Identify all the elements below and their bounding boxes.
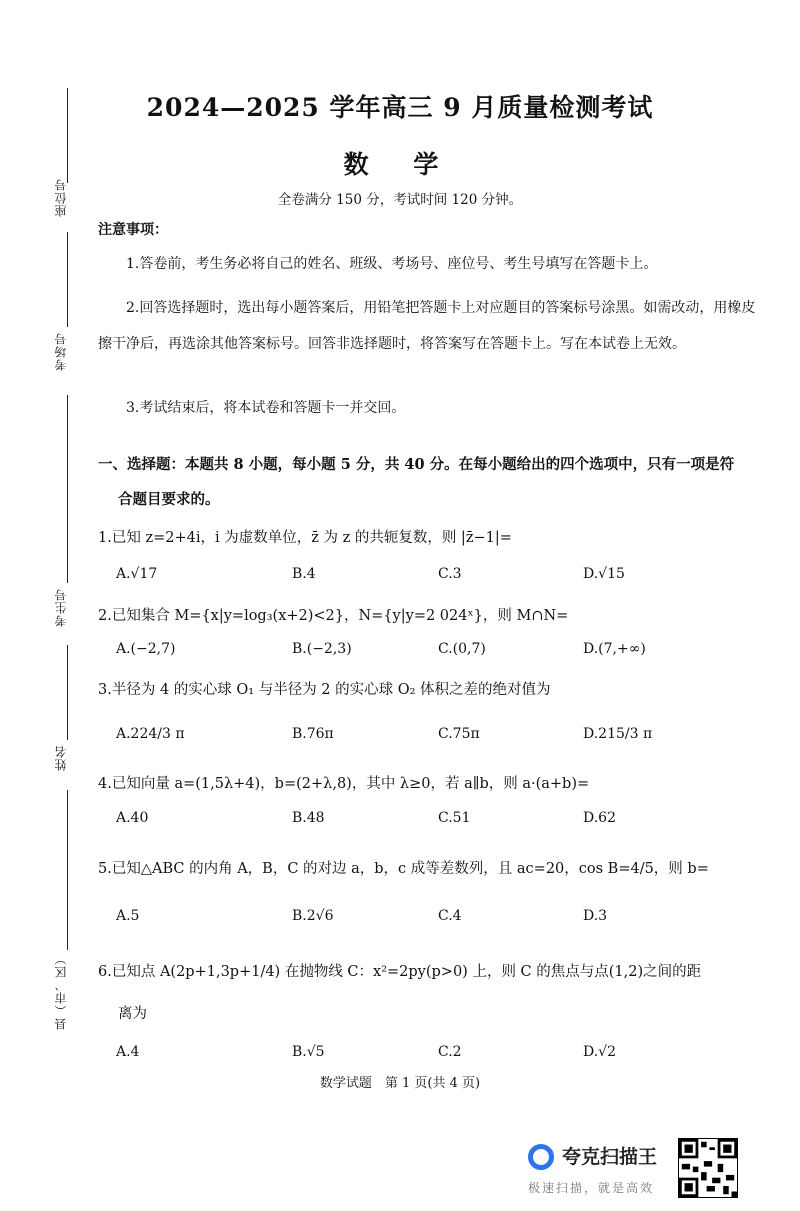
question-4-stem: 4.已知向量 a=(1,5λ+4)，b=(2+λ,8)，其中 λ≥0，若 a∥b，则 a·(a+b)= — [98, 776, 590, 792]
q1-option-d: D.√15 — [583, 566, 625, 582]
q4-option-c: C.51 — [438, 810, 471, 826]
question-6-stem: 6.已知点 A(2p+1,3p+1/4) 在抛物线 C：x²=2py(p>0) 上，则 C 的焦点与点(1,2)之间的距 — [98, 964, 702, 980]
subject-title: 数 学 — [343, 150, 457, 179]
question-1-stem: 1.已知 z=2+4i，i 为虚数单位，z̄ 为 z 的共轭复数，则 |z̄−1|= — [98, 530, 512, 546]
margin-label-seat: 座位号 — [54, 178, 68, 217]
q2-option-d: D.(7,+∞) — [583, 641, 646, 657]
section-heading-cont: 合题目要求的。 — [118, 491, 220, 508]
q6-option-b: B.√5 — [292, 1044, 325, 1060]
q6-option-a: A.4 — [116, 1044, 140, 1060]
binding-line — [67, 790, 68, 950]
q5-option-c: C.4 — [438, 908, 462, 924]
q6-option-d: D.√2 — [583, 1044, 617, 1060]
q6-option-c: C.2 — [438, 1044, 462, 1060]
q3-option-b: B.76π — [292, 726, 334, 742]
binding-line — [67, 645, 68, 740]
q3-option-a: A.224/3 π — [116, 726, 185, 742]
q1-option-c: C.3 — [438, 566, 462, 582]
q2-option-c: C.(0,7) — [438, 641, 486, 657]
margin-label-county: 县（市、区） — [54, 952, 68, 1030]
q4-option-a: A.40 — [116, 810, 149, 826]
scanner-watermark — [528, 1138, 798, 1208]
scanner-logo-icon — [528, 1144, 554, 1170]
qr-code-icon — [678, 1138, 738, 1198]
question-2-stem: 2.已知集合 M={x|y=log₃(x+2)<2}，N={y|y=2 024ˣ}，则 M∩N= — [98, 608, 569, 624]
q5-option-a: A.5 — [116, 908, 140, 924]
q2-option-b: B.(−2,3) — [292, 641, 352, 657]
scanner-slogan: 极速扫描，就是高效 — [528, 1181, 655, 1195]
q1-option-b: B.4 — [292, 566, 316, 582]
notice-item-1: 1.答卷前，考生务必将自己的姓名、班级、考场号、座位号、考生号填写在答题卡上。 — [126, 256, 658, 272]
notice-title: 注意事项： — [98, 222, 168, 238]
margin-label-examinee: 考生号 — [54, 588, 68, 627]
q3-option-c: C.75π — [438, 726, 480, 742]
q4-option-b: B.48 — [292, 810, 325, 826]
q1-option-a: A.√17 — [116, 566, 158, 582]
question-5-stem: 5.已知△ABC 的内角 A，B，C 的对边 a，b，c 成等差数列，且 ac=20，cos B=4/5，则 b= — [98, 861, 709, 877]
q4-option-d: D.62 — [583, 810, 616, 826]
binding-line — [67, 232, 68, 327]
margin-label-room: 考场号 — [54, 332, 68, 371]
question-6-stem-cont: 离为 — [118, 1006, 147, 1022]
q5-option-b: B.2√6 — [292, 908, 334, 924]
section-heading: 一、选择题：本题共 8 小题，每小题 5 分，共 40 分。在每小题给出的四个选项中，只有一项是符 — [98, 456, 735, 473]
scanner-app-name: 夸克扫描王 — [562, 1146, 658, 1168]
exam-title: 2024—2025 学年高三 9 月质量检测考试 — [146, 93, 654, 122]
q5-option-d: D.3 — [583, 908, 608, 924]
question-3-stem: 3.半径为 4 的实心球 O₁ 与半径为 2 的实心球 O₂ 体积之差的绝对值为 — [98, 682, 551, 698]
notice-item-3: 3.考试结束后，将本试卷和答题卡一并交回。 — [126, 400, 406, 416]
q2-option-a: A.(−2,7) — [116, 641, 176, 657]
full-score-note: 全卷满分 150 分，考试时间 120 分钟。 — [277, 192, 523, 208]
margin-label-name: 姓名 — [54, 745, 68, 771]
binding-line — [67, 395, 68, 583]
notice-item-2: 2.回答选择题时，选出每小题答案后，用铅笔把答题卡上对应题目的答案标号涂黑。如需改动，用橡皮擦干净后，再选涂其他答案标号。回答非选择题时，将答案写在答题卡上。写在本试卷上无效。 — [98, 300, 756, 352]
page-footer: 数学试题 第 1 页(共 4 页) — [319, 1076, 481, 1091]
q3-option-d: D.215/3 π — [583, 726, 653, 742]
